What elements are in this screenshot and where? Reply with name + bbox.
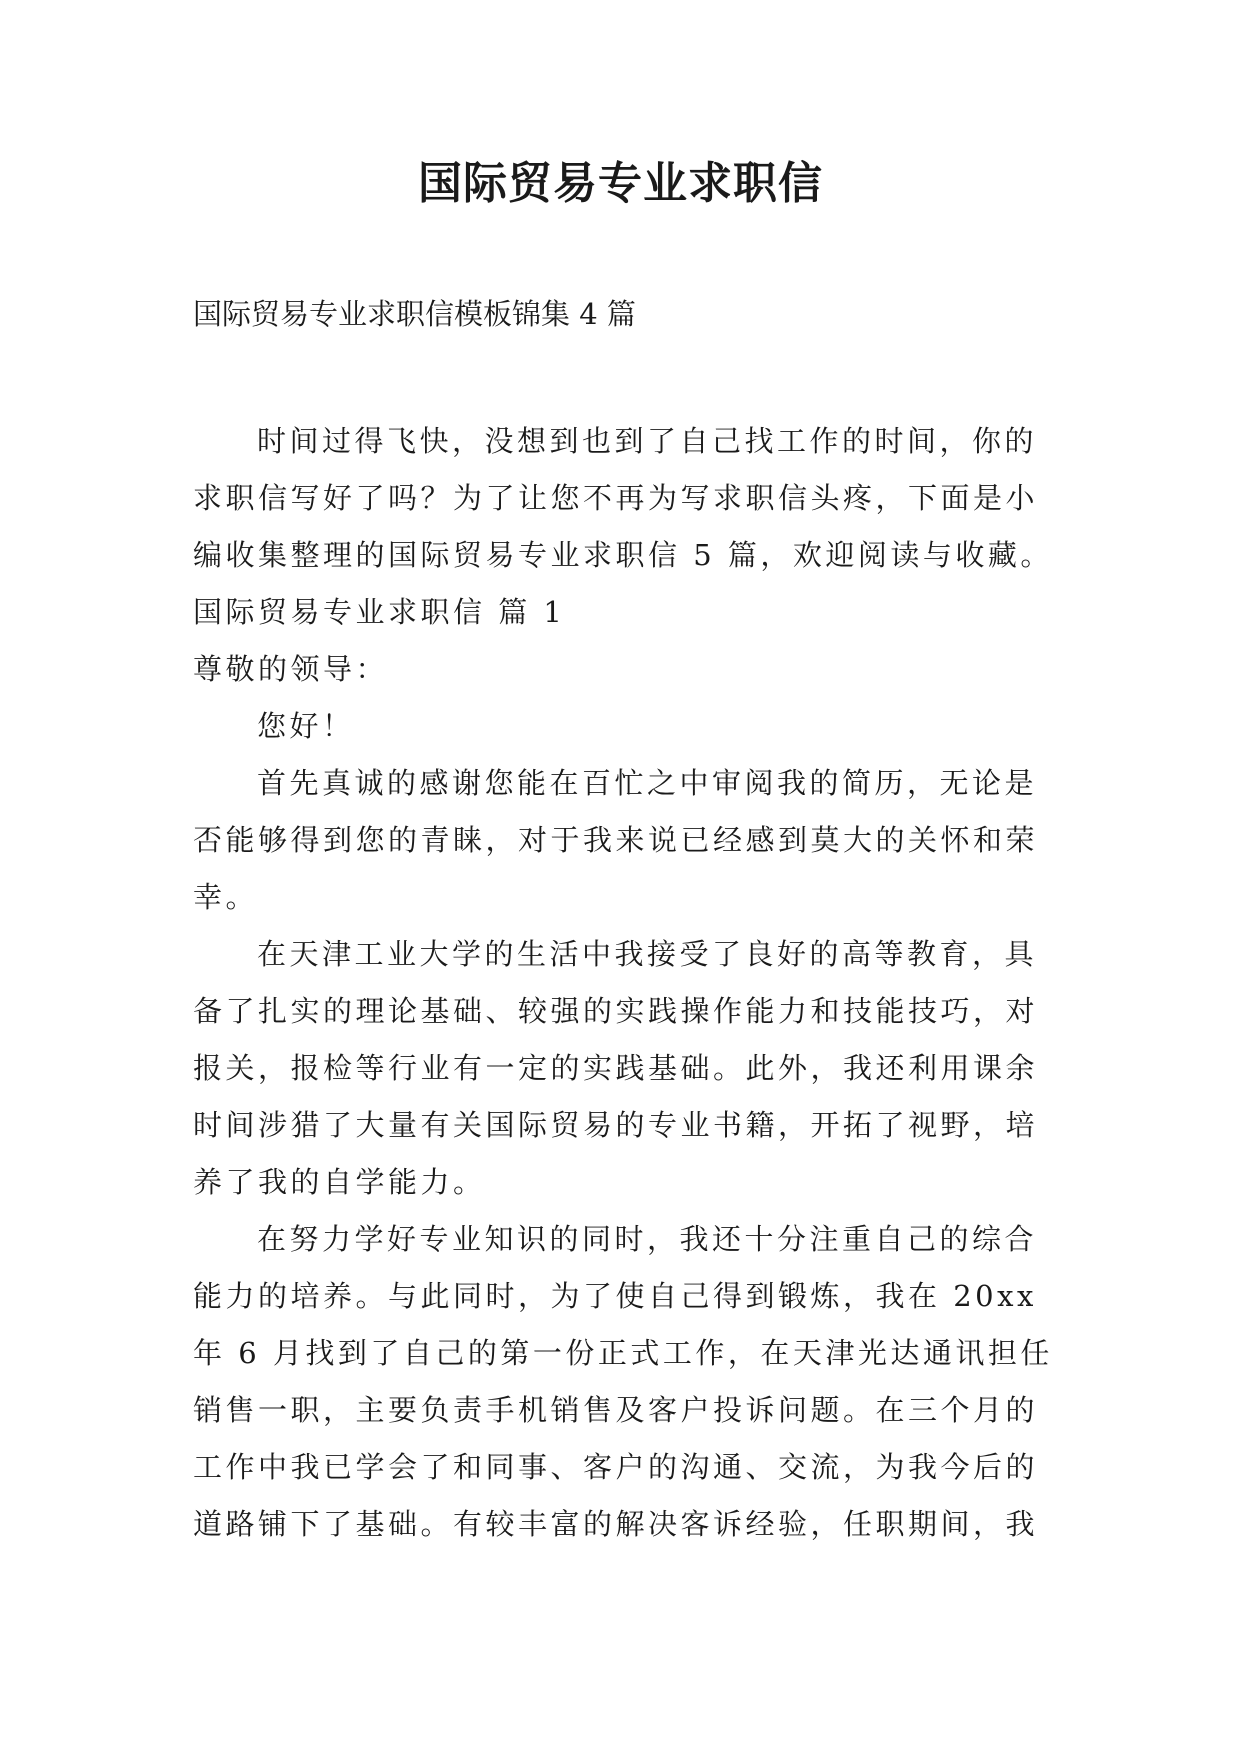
body-line: 否能够得到您的青睐，对于我来说已经感到莫大的关怀和荣 xyxy=(193,823,1039,857)
body-line: 养了我的自学能力。 xyxy=(193,1165,486,1199)
body-line: 报关，报检等行业有一定的实践基础。此外，我还利用课余 xyxy=(193,1051,1039,1085)
body-line: 备了扎实的理论基础、较强的实践操作能力和技能技巧，对 xyxy=(193,994,1039,1028)
body-line: 您好！ xyxy=(257,709,355,743)
body-line: 道路铺下了基础。有较丰富的解决客诉经验，任职期间，我 xyxy=(193,1507,1039,1541)
body-line: 能力的培养。与此同时，为了使自己得到锻炼，我在 20xx xyxy=(193,1279,1037,1313)
body-line: 国际贸易专业求职信 篇 1 xyxy=(193,595,566,629)
body-line: 在努力学好专业知识的同时，我还十分注重自己的综合 xyxy=(257,1222,1038,1256)
body-line: 编收集整理的国际贸易专业求职信 5 篇，欢迎阅读与收藏。 xyxy=(193,538,1053,572)
body-line: 时间涉猎了大量有关国际贸易的专业书籍，开拓了视野，培 xyxy=(193,1108,1039,1142)
body-line: 在天津工业大学的生活中我接受了良好的高等教育，具 xyxy=(257,937,1038,971)
body-line: 幸。 xyxy=(193,880,259,914)
body-line: 时间过得飞快，没想到也到了自己找工作的时间，你的 xyxy=(257,424,1038,458)
body-line: 销售一职，主要负责手机销售及客户投诉问题。在三个月的 xyxy=(193,1393,1039,1427)
body-line: 求职信写好了吗？为了让您不再为写求职信头疼，下面是小 xyxy=(193,481,1039,515)
body-line: 工作中我已学会了和同事、客户的沟通、交流，为我今后的 xyxy=(193,1450,1039,1484)
body-line: 首先真诚的感谢您能在百忙之中审阅我的简历，无论是 xyxy=(257,766,1038,800)
body-line: 尊敬的领导： xyxy=(193,652,389,686)
document-title: 国际贸易专业求职信 xyxy=(418,158,823,209)
body-line: 年 6 月找到了自己的第一份正式工作，在天津光达通讯担任 xyxy=(193,1336,1053,1370)
document-subtitle: 国际贸易专业求职信模板锦集 4 篇 xyxy=(193,297,636,331)
document-body xyxy=(193,413,1063,1553)
